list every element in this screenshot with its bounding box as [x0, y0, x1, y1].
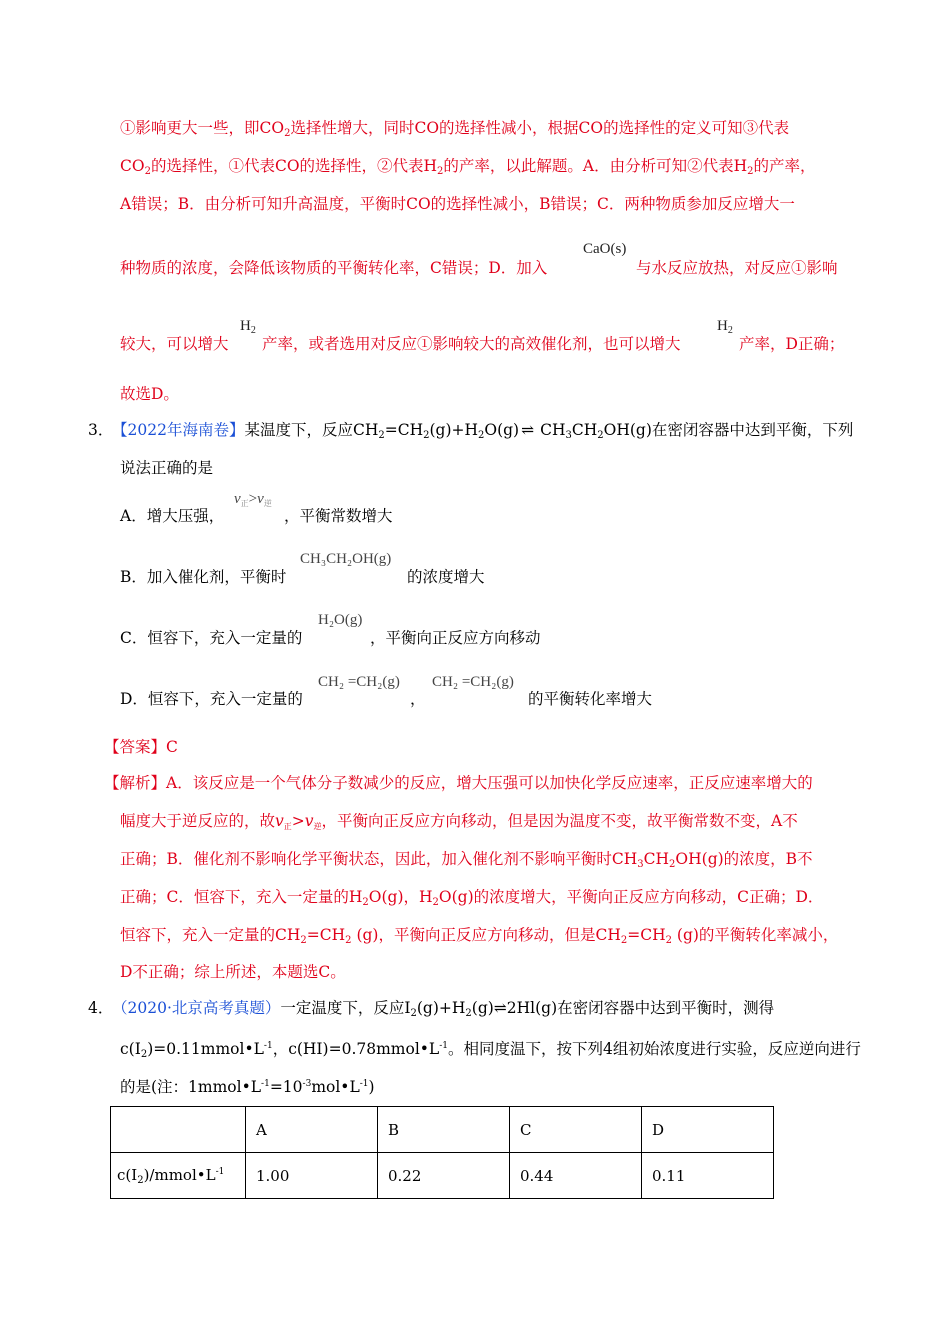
table-header-row [111, 1107, 774, 1153]
table-header-cell [111, 1107, 246, 1153]
table-cell: 1.00 [246, 1153, 378, 1199]
analysis-q3-line-2: 幅度大于逆反应的，故$v_正>v_逆$，平衡向正反应方向移动，但是因为温度不变，故平衡常数不变，A不 [120, 812, 798, 831]
option-a: A．增大压强， [120, 507, 225, 525]
analysis-line-1: ①影响更大一些，即$CO_2$选择性增大，同时CO的选择性减小，根据CO的选择性的定义可知③代表 [120, 119, 790, 139]
formula-ethylene-2: CH₂ =CH₂(g) [432, 674, 514, 690]
answer: 【答案】C [104, 738, 178, 756]
analysis-line-5b: 产率，或者选用对反应①影响较大的高效催化剂，也可以增大 [262, 335, 681, 353]
table-header-cell: B [378, 1107, 510, 1153]
analysis-q3-line-6: D不正确；综上所述，本题选C。 [120, 963, 346, 981]
analysis-q3-line-3: 正确；B．催化剂不影响化学平衡状态，因此，加入催化剂不影响平衡时$CH_3CH_2OH(g)$的浓度，B不 [120, 850, 813, 870]
option-a-rest: ，平衡常数增大 [284, 507, 393, 525]
table-cell: 0.11 [642, 1153, 774, 1199]
table-cell: 0.44 [510, 1153, 642, 1199]
option-d: D．恒容下，充入一定量的 [120, 690, 303, 708]
option-c: C．恒容下，充入一定量的 [120, 629, 303, 647]
question-4-source: （2020·北京高考真题） [112, 999, 281, 1017]
analysis-line-4b: 与水反应放热，对反应①影响 [636, 259, 838, 277]
question-3-number: 3． [88, 421, 114, 439]
table-row-label: $c(I_2)/mmol•L^{-1}$ [111, 1153, 246, 1199]
option-b-rest: 的浓度增大 [407, 568, 485, 586]
formula-h2-1: $H_2$ [240, 318, 256, 336]
table-header-cell: A [246, 1107, 378, 1153]
formula-cao: CaO(s) [583, 241, 627, 257]
analysis-line-4a: 种物质的浓度，会降低该物质的平衡转化率，C错误；D．加入 [120, 259, 548, 277]
option-d-comma: ， [410, 690, 426, 708]
analysis-q3-line-5: 恒容下，充入一定量的$CH_2=CH_2$ (g)，平衡向正反应方向移动，但是$CH_2=CH_2$ (g)的平衡转化率减小， [120, 926, 839, 946]
analysis-line-5c: 产率，D正确； [739, 335, 845, 353]
question-4-line-3: 的是(注：$1mmol•L^{-1}=10^{-3}mol•L^{-1}$) [120, 1078, 375, 1096]
analysis-line-6: 故选D。 [120, 385, 179, 403]
question-3-stem: 【2022年海南卷】某温度下，反应$CH_2=CH_2(g)+H_2O(g)$ ⇌ $CH_3CH_2OH(g)$在密闭容器中达到平衡，下列 [112, 421, 854, 441]
formula-ethylene-1: CH₂ =CH₂(g) [318, 674, 400, 690]
question-4-number: 4． [88, 999, 114, 1017]
question-3-source: 【2022年海南卷】 [112, 421, 245, 439]
analysis-line-3: A错误；B．由分析可知升高温度，平衡时CO的选择性减小，B错误；C．两种物质参加反应增大一 [120, 195, 795, 213]
concentration-table [110, 1106, 774, 1199]
question-3-stem-line-2: 说法正确的是 [120, 459, 214, 477]
analysis-q3-line-4: 正确；C．恒容下，充入一定量的$H_2O(g)$，$H_2O(g)$的浓度增大，平衡向正反应方向移动，C正确；D． [120, 888, 824, 908]
formula-ethanol: CH₃CH₂OH(g) [300, 551, 392, 567]
formula-water: H₂O(g) [318, 612, 363, 628]
formula-h2-2: $H_2$ [717, 318, 733, 336]
question-4-stem: （2020·北京高考真题）一定温度下，反应$I_2(g)+H_2(g)\rightleftharpoons 2Hl(g)$在密闭容器中达到平衡时，测得 [112, 999, 775, 1019]
table-cell: 0.22 [378, 1153, 510, 1199]
analysis-line-5a: 较大，可以增大 [120, 335, 229, 353]
table-header-cell: C [510, 1107, 642, 1153]
option-b: B．加入催化剂，平衡时 [120, 568, 287, 586]
table-header-cell: D [642, 1107, 774, 1153]
question-4-line-2: $c(I_2)=0.11mmol•L^{-1}$，$c(HI)=0.78mmol•L^{-1}$。相同度温下，按下列4组初始浓度进行实验，反应逆向进行 [120, 1040, 861, 1060]
analysis-q3-line-1: 【解析】A．该反应是一个气体分子数减少的反应，增大压强可以加快化学反应速率，正反应速率增大的 [104, 774, 813, 792]
option-c-rest: ，平衡向正反应方向移动 [370, 629, 541, 647]
option-d-rest: 的平衡转化率增大 [528, 690, 653, 708]
table-row [111, 1153, 774, 1199]
formula-v-forward-gt-v-reverse: $v_正>v_逆$ [234, 491, 272, 508]
analysis-line-2: $CO_2$的选择性，①代表CO的选择性，②代表$H_2$的产率，以此解题。A．由分析可知②代表$H_2$的产率， [120, 157, 816, 177]
